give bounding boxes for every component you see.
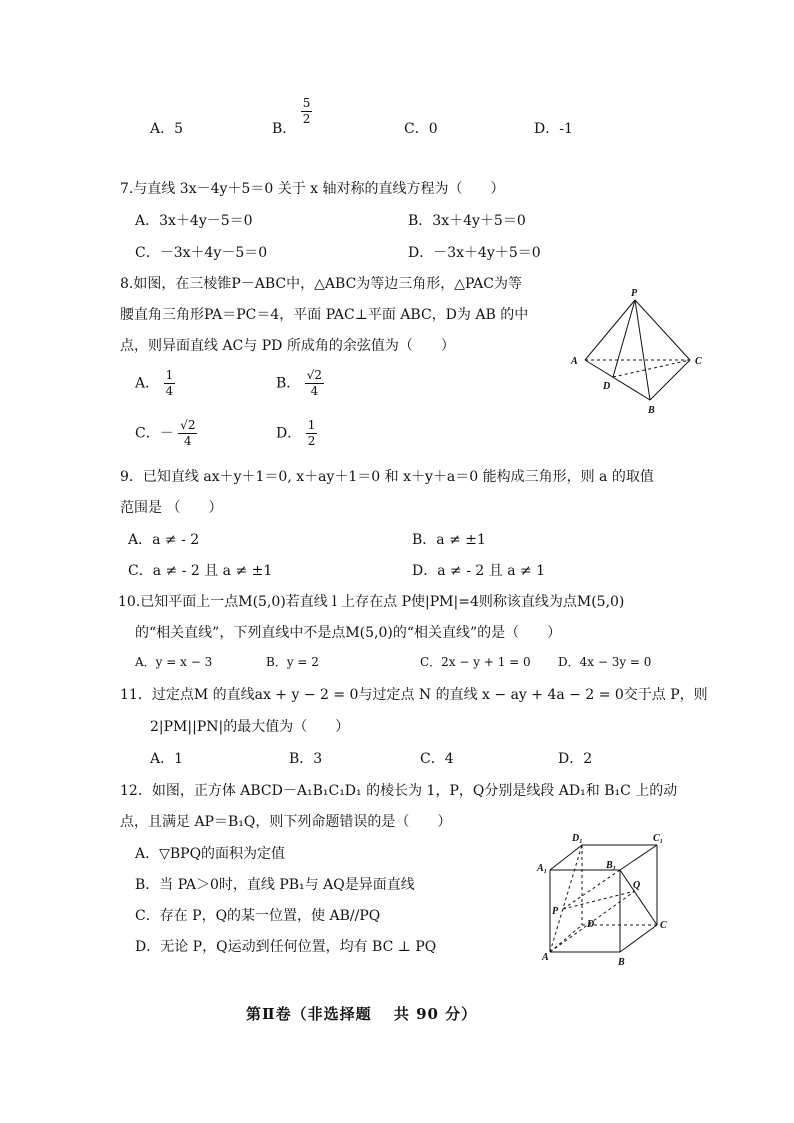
fraction-denominator: 2 [307,434,316,448]
q8-option-c-fraction [178,418,197,449]
q10-option-c: C．2x − y + 1 = 0 [420,655,531,669]
q6-option-b-fraction [301,96,313,127]
label-d1: D₁ [572,833,583,844]
fraction-numerator: √2 [180,418,196,432]
q11-stem-line1: 11．过定点M 的直线ax + y − 2 = 0与过定点 N 的直线 x − ay + 4a − 2 = 0交于点 P，则 [120,687,708,703]
q7-option-b: B．3x＋4y＋5＝0 [408,213,526,229]
fraction-numerator: 5 [302,96,311,110]
edge-b1c1 [620,845,657,870]
label-q: Q [633,880,641,891]
edge-dc [613,360,690,377]
q6-option-b [272,96,312,138]
q8-option-b-fraction [305,368,324,399]
q6-option-a: A．5 [150,121,184,137]
option-label: A． [135,375,160,392]
q10-stem-line2: 的“相关直线”，下列直线中不是点M(5,0)的“相关直线”的是（ ） [135,625,562,641]
q8-stem-line2: 腰直角三角形PA＝PC＝4，平面 PAC⊥平面 ABC，D为 AB 的中 [120,307,529,323]
label-c: C [660,920,667,931]
option-label: C．－ [135,425,174,442]
q10-option-b: B．y = 2 [266,655,319,669]
q12-cube-figure [535,825,685,970]
q6-option-c: C．0 [404,121,438,137]
q12-option-d: D．无论 P，Q运动到任何位置，均有 BC ⊥ PQ [135,939,437,955]
label-d: D [603,381,611,392]
q11-option-b: B．3 [289,751,323,767]
q11-option-c: C．4 [420,751,454,767]
fraction-denominator: 2 [302,112,311,126]
segment-pq [563,891,635,909]
q8-option-b [276,368,324,399]
q9-stem-line2: 范围是 （ ） [120,500,223,516]
label-a: A [571,356,578,367]
q7-option-d: D．－3x＋4y＋5＝0 [408,245,541,261]
label-b: B [648,405,655,416]
q9-stem-line1: 9．已知直线 ax＋y＋1＝0, x＋ay＋1＝0 和 x＋y＋a＝0 能构成三角形，则 a 的取值 [120,469,654,485]
label-b: B [618,957,625,968]
label-b1: B₁ [606,860,617,871]
q7-stem: 7.与直线 3x－4y＋5＝0 关于 x 轴对称的直线方程为（ ） [120,181,505,197]
edge-pa [585,300,635,360]
fraction-numerator: 1 [165,368,174,382]
edge-pb [635,300,650,400]
edge-ab [585,360,650,400]
label-c1: C₁ [653,833,664,844]
label-d: D [587,919,595,930]
fraction-denominator: 4 [165,384,174,398]
fraction-denominator: 4 [183,434,192,448]
q9-option-c: C．a ≠ - 2 且 a ≠ ±1 [128,563,273,579]
q9-option-a: A．a ≠ - 2 [128,532,200,548]
edge-pd [613,300,635,377]
q8-tetrahedron-figure [565,285,715,420]
q7-option-c: C．－3x＋4y－5＝0 [135,245,268,261]
edge-bc [620,925,657,952]
q7-option-a: A．3x＋4y－5＝0 [135,213,253,229]
segment-ad1 [550,845,582,952]
fraction-numerator: √2 [306,368,323,382]
q6-option-b-label: B． [272,121,297,137]
label-p: P [631,288,638,299]
q9-option-d: D．a ≠ - 2 且 a ≠ 1 [412,563,546,579]
label-p: P [552,906,559,917]
segment-b1c [620,870,657,925]
q6-option-d: D．-1 [534,121,573,137]
q8-option-a-fraction [164,368,176,399]
q8-option-d [276,418,317,449]
q10-option-d: D．4x − 3y = 0 [558,655,652,669]
q10-stem-line1: 10.已知平面上一点M(5,0)若直线 l 上存在点 P使|PM|=4则称该直线为点M(5,0) [118,594,625,610]
q11-option-a: A．1 [150,751,184,767]
q8-option-d-fraction [306,418,318,449]
q11-option-d: D．2 [558,751,593,767]
label-c: C [695,356,702,367]
q8-option-a [135,368,175,399]
q12-stem-line1: 12．如图，正方体 ABCD－A₁B₁C₁D₁ 的棱长为 1，P，Q分别是线段 AD₁和 B₁C 上的动 [120,783,678,799]
segment-pb1 [563,870,620,909]
q12-option-a: A．▽BPQ的面积为定值 [135,846,286,862]
fraction-numerator: 1 [307,418,316,432]
option-label: D． [276,425,302,442]
section-heading: 第Ⅱ卷（非选择题 共 90 分） [246,1005,478,1023]
q9-option-b: B．a ≠ ±1 [412,532,486,548]
q8-stem-line1: 8.如图，在三棱锥P－ABC中，△ABC为等边三角形，△PAC为等 [120,276,523,292]
q11-stem-line2: 2|PM||PN|的最大值为（ ） [150,719,350,735]
q12-stem-line2: 点，且满足 AP＝B₁Q，则下列命题错误的是（ ） [120,814,452,830]
q10-option-a: A．y = x − 3 [135,655,213,669]
edge-pc [635,300,690,360]
q8-option-c [135,418,197,449]
fraction-denominator: 4 [310,384,319,398]
edge-a1d1 [550,845,582,870]
edge-bc [650,360,690,400]
label-a: A [542,952,549,963]
option-label: B． [276,375,301,392]
q8-stem-line3: 点，则异面直线 AC与 PD 所成角的余弦值为（ ） [120,338,455,354]
q12-option-c: C．存在 P，Q的某一位置，使 AB//PQ [135,908,381,924]
label-a1: A₁ [537,863,548,874]
q12-option-b: B．当 PA＞0时，直线 PB₁与 AQ是异面直线 [135,877,415,893]
